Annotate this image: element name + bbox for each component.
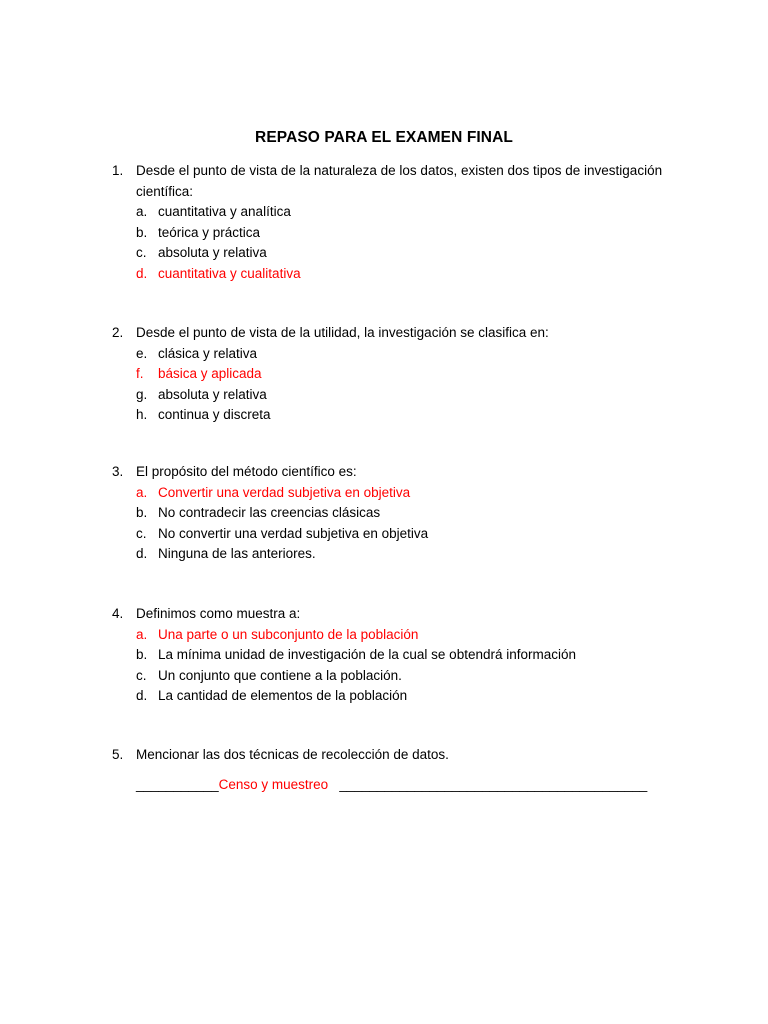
question-text: Desde el punto de vista de la naturaleza de los datos, existen dos tipos de investigación bbox=[136, 163, 663, 178]
option-letter: b. bbox=[136, 224, 148, 240]
option-text: Una parte o un subconjunto de la población bbox=[158, 626, 419, 642]
option-d bbox=[112, 544, 428, 565]
option-text: continua y discreta bbox=[158, 407, 271, 422]
question-number: 1. bbox=[112, 163, 124, 178]
option-letter: a. bbox=[136, 204, 148, 219]
option-b bbox=[112, 503, 428, 524]
option-letter: g. bbox=[136, 386, 148, 402]
question-1 bbox=[112, 161, 662, 284]
question-text: Desde el punto de vista de la utilidad, la investigación se clasifica en: bbox=[136, 325, 549, 340]
question-text: Mencionar las dos técnicas de recolección de datos. bbox=[136, 747, 449, 762]
option-d-correct-answer bbox=[112, 264, 662, 285]
option-text: La cantidad de elementos de la población bbox=[158, 688, 408, 703]
option-text: básica y aplicada bbox=[158, 366, 262, 381]
question-4 bbox=[112, 604, 576, 707]
option-letter: d. bbox=[136, 265, 148, 281]
option-text: cuantitativa y analítica bbox=[158, 204, 291, 219]
option-text: teórica y práctica bbox=[158, 224, 261, 240]
option-letter: c. bbox=[136, 245, 147, 260]
option-c bbox=[112, 666, 576, 687]
option-b bbox=[112, 645, 576, 666]
option-text: clásica y relativa bbox=[158, 345, 258, 361]
question-3 bbox=[112, 462, 428, 565]
option-letter: d. bbox=[136, 546, 148, 561]
answer-blank-after: _________________________________________ bbox=[339, 776, 648, 792]
option-b bbox=[112, 223, 662, 244]
option-g bbox=[112, 385, 549, 406]
option-letter: h. bbox=[136, 407, 148, 422]
question-number: 2. bbox=[112, 325, 124, 340]
option-text: La mínima unidad de investigación de la cual se obtendrá información bbox=[158, 647, 577, 662]
option-d bbox=[112, 686, 576, 707]
option-letter: b. bbox=[136, 647, 148, 662]
option-letter: e. bbox=[136, 345, 148, 361]
option-letter: b. bbox=[136, 505, 148, 520]
question-text: Definimos como muestra a: bbox=[136, 606, 301, 621]
option-letter: a. bbox=[136, 484, 148, 500]
answer-blank-before: ___________ bbox=[136, 776, 219, 792]
option-a-correct-answer bbox=[112, 483, 428, 504]
option-letter: f. bbox=[136, 366, 144, 381]
option-c bbox=[112, 243, 662, 264]
question-text-continued: científica: bbox=[136, 183, 194, 199]
question-number: 4. bbox=[112, 606, 124, 621]
option-text: No convertir una verdad subjetiva en objetiva bbox=[158, 525, 429, 541]
option-c bbox=[112, 524, 428, 545]
option-letter: a. bbox=[136, 626, 148, 642]
option-e bbox=[112, 344, 549, 365]
question-text: El propósito del método científico es: bbox=[136, 464, 357, 479]
answer-line bbox=[112, 775, 647, 796]
question-5 bbox=[112, 745, 647, 795]
option-text: No contradecir las creencias clásicas bbox=[158, 505, 381, 520]
answer-text: Censo y muestreo bbox=[218, 776, 329, 792]
option-text: Ninguna de las anteriores. bbox=[158, 546, 316, 561]
option-f-correct-answer bbox=[112, 364, 549, 385]
question-2 bbox=[112, 323, 549, 426]
option-text: Convertir una verdad subjetiva en objetiva bbox=[158, 484, 411, 500]
question-number: 5. bbox=[112, 747, 124, 762]
option-text: cuantitativa y cualitativa bbox=[158, 265, 301, 281]
question-number: 3. bbox=[112, 464, 124, 479]
page-title: REPASO PARA EL EXAMEN FINAL bbox=[255, 129, 513, 146]
option-a bbox=[112, 202, 662, 223]
option-a-correct-answer bbox=[112, 625, 576, 646]
option-letter: c. bbox=[136, 667, 147, 683]
option-letter: d. bbox=[136, 688, 148, 703]
option-h bbox=[112, 405, 549, 426]
option-text: Un conjunto que contiene a la población. bbox=[158, 667, 402, 683]
option-text: absoluta y relativa bbox=[158, 386, 267, 402]
option-text: absoluta y relativa bbox=[158, 245, 267, 260]
option-letter: c. bbox=[136, 525, 147, 541]
